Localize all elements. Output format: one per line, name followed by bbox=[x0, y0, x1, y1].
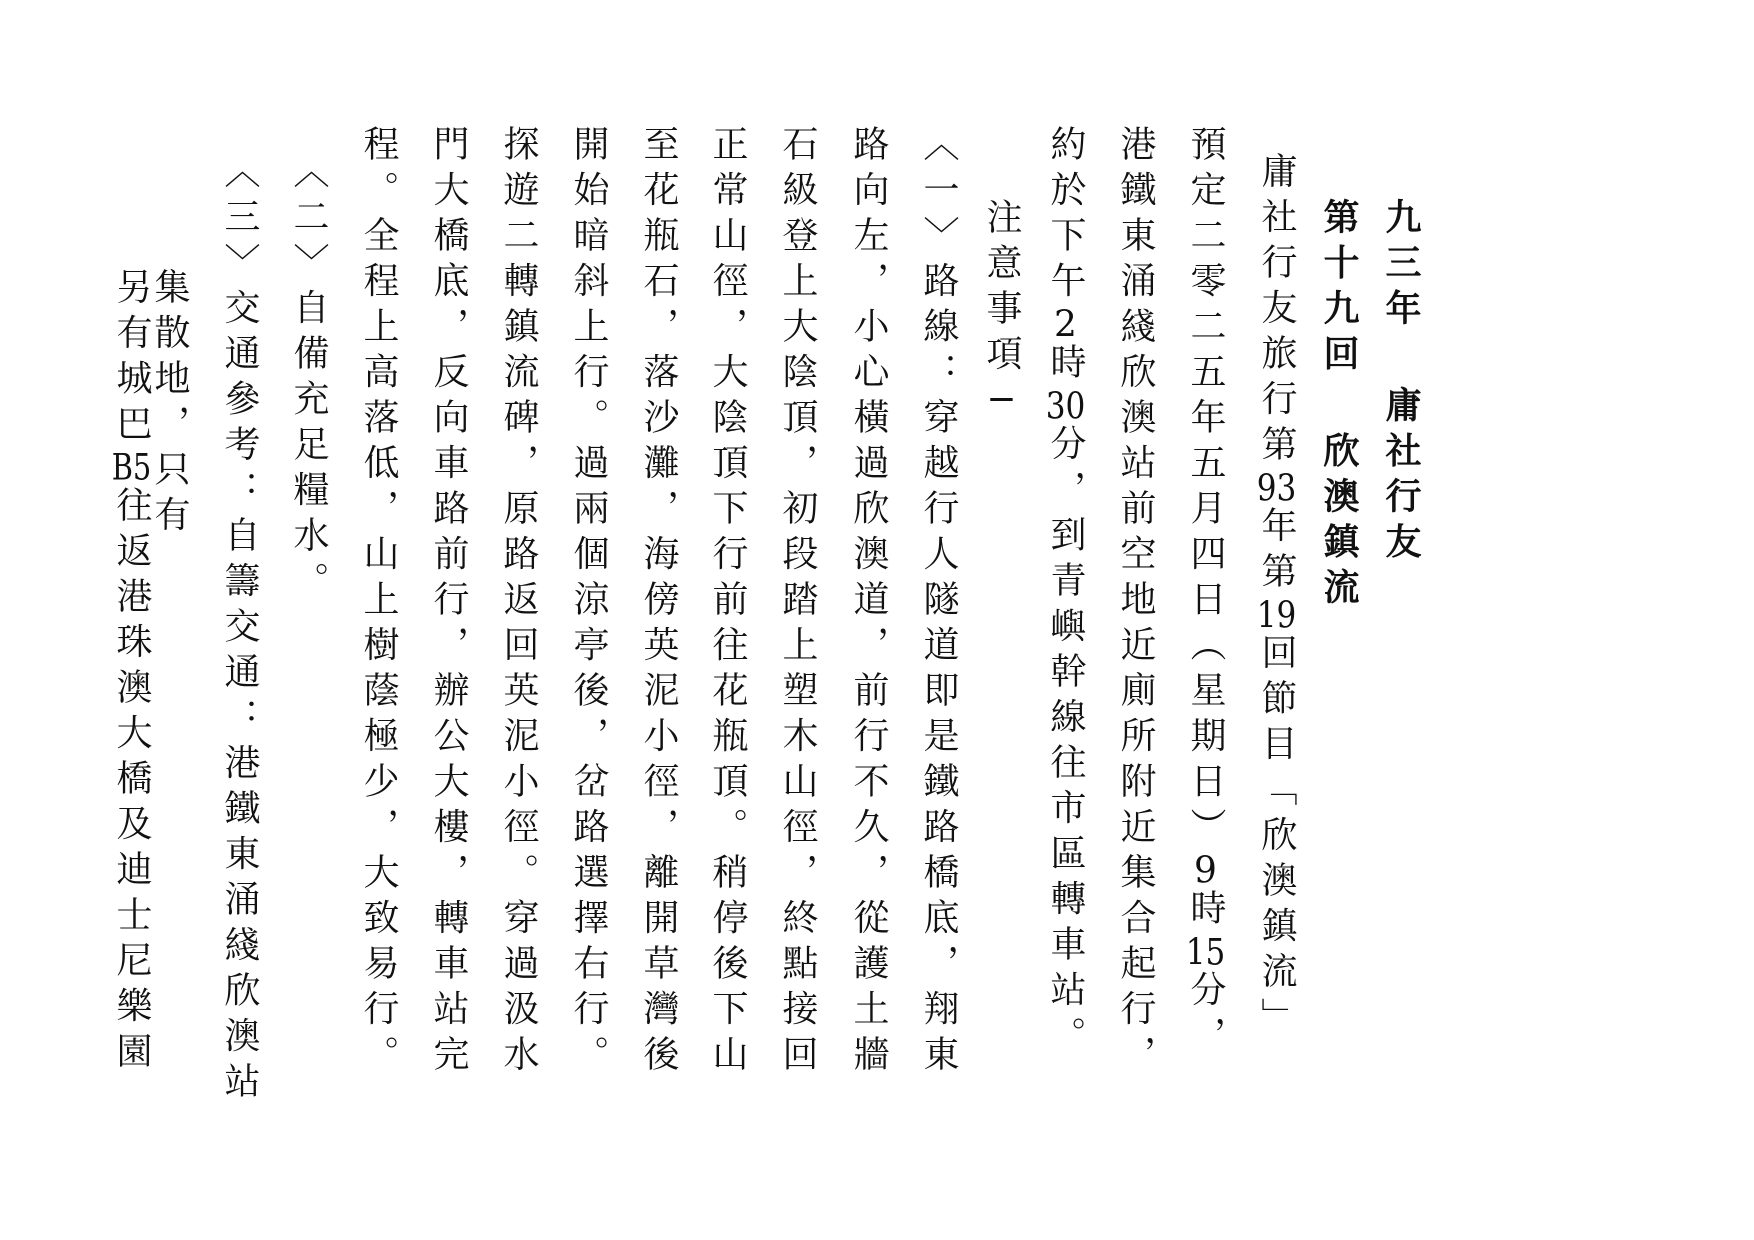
body-line-route-7: 探遊二轉鎮流碑，原路返回英泥小徑。穿過汲水 bbox=[498, 125, 539, 1081]
body-line-route-1: 〈一〉路線：穿越行人隧道即是鐵路橋底，翔東 bbox=[918, 125, 959, 1081]
body-line-3: 港鐵東涌綫欣澳站前空地近廁所附近集合起行， bbox=[1115, 125, 1156, 1081]
note-3-continued: 集散地，只有 bbox=[149, 268, 190, 541]
body-line-route-2: 路向左，小心橫過欣澳道，前行不久，從護土牆 bbox=[848, 125, 889, 1081]
note-3-bus-info: 另有城巴B5往返港珠澳大橋及迪士尼樂園 bbox=[111, 268, 152, 1078]
body-line-route-3: 石級登上大陰頂，初段踏上塑木山徑，終點接回 bbox=[777, 125, 818, 1081]
body-line-route-9: 程。全程上高落低，山上樹蔭極少，大致易行。 bbox=[358, 125, 399, 1081]
body-line-route-4: 正常山徑，大陰頂下行前往花瓶頂。稍停後下山 bbox=[707, 125, 748, 1081]
note-3: 〈三〉交通參考：自籌交通：港鐵東涌綫欣澳站 bbox=[219, 152, 260, 1108]
body-line-route-5: 至花瓶石，落沙灘，海傍英泥小徑，離開草灣後 bbox=[638, 125, 679, 1081]
body-line-1: 庸社行友旅行第93年第19回節目「欣澳鎮流」 bbox=[1256, 152, 1297, 1043]
header-year-group: 九三年 庸社行友 bbox=[1380, 198, 1422, 568]
header-outing-title: 第十九回 欣澳鎮流 bbox=[1318, 198, 1360, 614]
body-line-4: 約於下午2時30分，到青嶼幹線往市區轉車站。 bbox=[1045, 125, 1086, 1062]
body-line-route-6: 開始暗斜上行。過兩個涼亭後，岔路選擇右行。 bbox=[568, 125, 609, 1081]
body-line-2: 預定二零二五年五月四日（星期日）9時15分， bbox=[1185, 125, 1226, 1062]
body-line-route-8: 門大橋底，反向車路前行，辦公大樓，轉車站完 bbox=[428, 125, 469, 1081]
note-2: 〈二〉自備充足糧水。 bbox=[288, 152, 329, 607]
notes-heading: 注意事項─ bbox=[981, 198, 1022, 431]
